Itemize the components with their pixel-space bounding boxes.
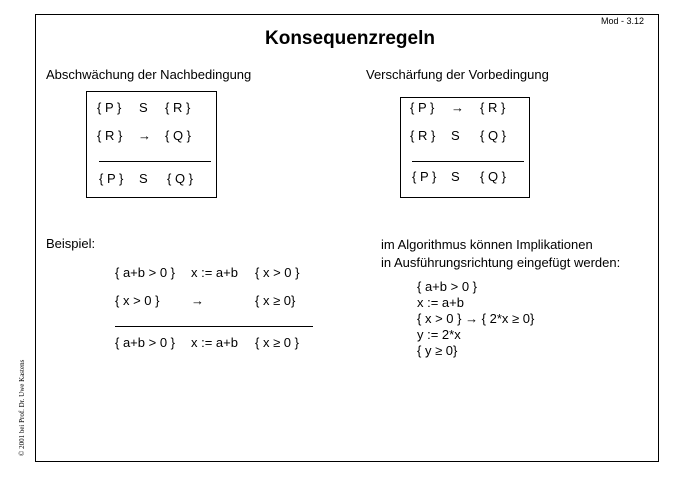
algorithm-text-2: in Ausführungsrichtung eingefügt werden: bbox=[381, 255, 621, 270]
right-c-c: { Q } bbox=[480, 169, 507, 184]
right-l1-a: { P } bbox=[410, 100, 435, 115]
algorithm-step: { y ≥ 0} bbox=[417, 343, 458, 358]
algorithm-step: { x > 0 } → { 2*x ≥ 0} bbox=[417, 311, 535, 326]
left-l2-a: { R } bbox=[97, 128, 123, 143]
left-rule-line bbox=[99, 161, 211, 162]
algorithm-step: { a+b > 0 } bbox=[417, 279, 478, 294]
right-l2-c: { Q } bbox=[480, 128, 507, 143]
right-l2-a: { R } bbox=[410, 128, 436, 143]
left-c-a: { P } bbox=[99, 171, 124, 186]
example-label: Beispiel: bbox=[46, 236, 96, 251]
copyright-note: © 2001 bei Prof. Dr. Uwe Kastens bbox=[18, 359, 26, 456]
ex-c-c: { x ≥ 0 } bbox=[255, 335, 299, 350]
left-l1-c: { R } bbox=[165, 100, 191, 115]
left-l1-b: S bbox=[139, 100, 148, 115]
ex-l1-c: { x > 0 } bbox=[255, 265, 300, 280]
algorithm-text-1: im Algorithmus können Implikationen bbox=[381, 237, 593, 252]
ex-l1-b: x := a+b bbox=[191, 265, 238, 280]
right-l1-c: { R } bbox=[480, 100, 506, 115]
algorithm-step: x := a+b bbox=[417, 295, 464, 310]
ex-l1-a: { a+b > 0 } bbox=[115, 265, 176, 280]
left-c-c: { Q } bbox=[167, 171, 194, 186]
ex-c-a: { a+b > 0 } bbox=[115, 335, 176, 350]
ex-l2-c: { x ≥ 0} bbox=[255, 293, 296, 308]
left-heading: Abschwächung der Nachbedingung bbox=[46, 67, 252, 82]
algorithm-step: y := 2*x bbox=[417, 327, 461, 342]
left-c-b: S bbox=[139, 171, 148, 186]
right-c-b: S bbox=[451, 169, 460, 184]
right-c-a: { P } bbox=[412, 169, 437, 184]
right-l1-b: → bbox=[451, 100, 464, 115]
slide-id: Mod - 3.12 bbox=[601, 16, 645, 26]
right-rule-line bbox=[412, 161, 524, 162]
ex-l2-b: → bbox=[191, 293, 204, 308]
ex-c-b: x := a+b bbox=[191, 335, 238, 350]
right-l2-b: S bbox=[451, 128, 460, 143]
left-l1-a: { P } bbox=[97, 100, 122, 115]
left-l2-b: → bbox=[138, 128, 151, 143]
ex-l2-a: { x > 0 } bbox=[115, 293, 160, 308]
left-l2-c: { Q } bbox=[165, 128, 192, 143]
example-rule-line bbox=[115, 326, 313, 327]
right-heading: Verschärfung der Vorbedingung bbox=[366, 67, 549, 82]
page-title: Konsequenzregeln bbox=[265, 28, 435, 49]
